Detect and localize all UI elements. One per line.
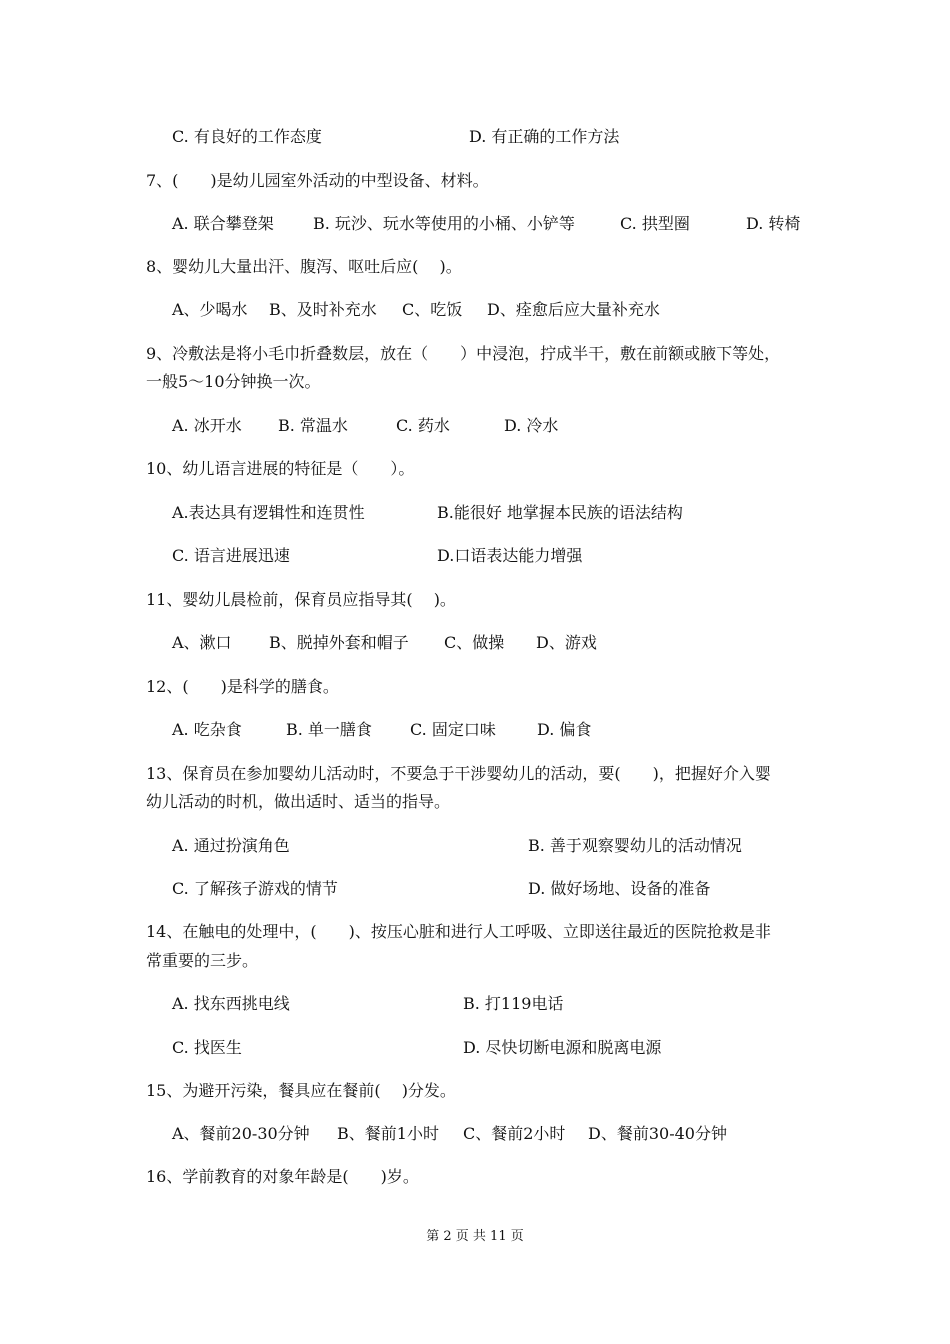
option-b-q15: B、餐前1小时 xyxy=(337,1124,439,1143)
question-16: 16、学前教育的对象年龄是( )岁。 xyxy=(146,1167,419,1186)
option-a-q15: A、餐前20-30分钟 xyxy=(172,1124,310,1143)
option-b-q9: B. 常温水 xyxy=(278,416,348,435)
option-a-q7: A. 联合攀登架 xyxy=(172,214,274,233)
option-a-q12: A. 吃杂食 xyxy=(172,720,242,739)
option-b-q14: B. 打119电话 xyxy=(463,994,564,1013)
option-c-q15: C、餐前2小时 xyxy=(463,1124,566,1143)
option-b-q12: B. 单一膳食 xyxy=(286,720,372,739)
question-10: 10、幼儿语言进展的特征是（ ）。 xyxy=(146,459,415,478)
option-b-q8: B、及时补充水 xyxy=(269,300,377,319)
option-a-q13: A. 通过扮演角色 xyxy=(172,836,290,855)
question-14-line1: 14、在触电的处理中，( )、按压心脏和进行人工呼吸、立即送往最近的医院抢救是非 xyxy=(146,922,771,941)
question-13-line2: 幼儿活动的时机，做出适时、适当的指导。 xyxy=(146,792,451,811)
option-c-q6: C. 有良好的工作态度 xyxy=(172,127,322,146)
option-c-q14: C. 找医生 xyxy=(172,1038,242,1057)
option-c-q12: C. 固定口味 xyxy=(410,720,496,739)
option-b-q13: B. 善于观察婴幼儿的活动情况 xyxy=(528,836,742,855)
option-a-q10: A.表达具有逻辑性和连贯性 xyxy=(172,503,365,522)
question-11: 11、婴幼儿晨检前，保育员应指导其( )。 xyxy=(146,590,456,609)
option-d-q7: D. 转椅 xyxy=(746,214,801,233)
option-c-q8: C、吃饭 xyxy=(402,300,463,319)
option-d-q14: D. 尽快切断电源和脱离电源 xyxy=(463,1038,662,1057)
question-9-line1: 9、冷敷法是将小毛巾折叠数层，放在（ ）中浸泡，拧成半干，敷在前额或腋下等处， xyxy=(146,344,781,363)
question-7: 7、( )是幼儿园室外活动的中型设备、材料。 xyxy=(146,171,489,190)
page-number-footer: 第 2 页 共 11 页 xyxy=(426,1229,524,1244)
question-14-line2: 常重要的三步。 xyxy=(146,951,259,970)
question-12: 12、( )是科学的膳食。 xyxy=(146,677,339,696)
option-a-q14: A. 找东西挑电线 xyxy=(172,994,290,1013)
option-c-q11: C、做操 xyxy=(444,633,505,652)
option-c-q7: C. 拱型圈 xyxy=(620,214,690,233)
question-9-line2: 一般5～10分钟换一次。 xyxy=(146,372,321,391)
option-b-q7: B. 玩沙、玩水等使用的小桶、小铲等 xyxy=(313,214,575,233)
option-d-q9: D. 冷水 xyxy=(504,416,559,435)
question-13-line1: 13、保育员在参加婴幼儿活动时，不要急于干涉婴幼儿的活动，要( )，把握好介入婴 xyxy=(146,764,771,783)
question-15: 15、为避开污染，餐具应在餐前( )分发。 xyxy=(146,1081,456,1100)
option-c-q13: C. 了解孩子游戏的情节 xyxy=(172,879,338,898)
option-d-q10: D.口语表达能力增强 xyxy=(437,546,583,565)
option-d-q6: D. 有正确的工作方法 xyxy=(469,127,620,146)
option-d-q15: D、餐前30-40分钟 xyxy=(588,1124,727,1143)
option-d-q8: D、痊愈后应大量补充水 xyxy=(487,300,660,319)
option-a-q9: A. 冰开水 xyxy=(172,416,242,435)
option-d-q11: D、游戏 xyxy=(536,633,597,652)
option-a-q8: A、少喝水 xyxy=(172,300,248,319)
option-c-q10: C. 语言进展迅速 xyxy=(172,546,290,565)
option-c-q9: C. 药水 xyxy=(396,416,450,435)
option-b-q10: B.能很好 地掌握本民族的语法结构 xyxy=(437,503,683,522)
option-b-q11: B、脱掉外套和帽子 xyxy=(269,633,409,652)
question-8: 8、婴幼儿大量出汗、腹泻、呕吐后应( )。 xyxy=(146,257,462,276)
option-d-q12: D. 偏食 xyxy=(537,720,592,739)
option-d-q13: D. 做好场地、设备的准备 xyxy=(528,879,711,898)
option-a-q11: A、漱口 xyxy=(172,633,232,652)
